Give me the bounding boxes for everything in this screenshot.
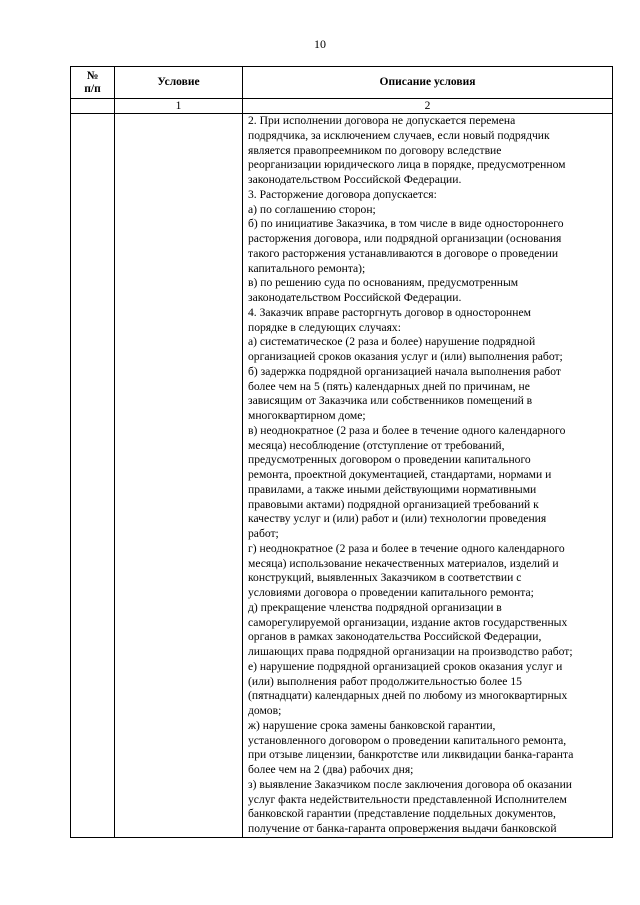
description-line: 3. Расторжение договора допускается: [248,187,437,201]
description-line: более чем на 5 (пять) календарных дней по причинам, не [248,379,530,393]
description-line: ремонта, проектной документацией, стандартами, нормами и [248,468,552,481]
description-line: многоквартирном доме; [248,409,366,422]
description-line: лишающих права подрядной организации на производство работ; [248,645,573,658]
column-number-row [71,99,613,114]
description-line: саморегулируемой организации, издание актов государственных [248,615,568,629]
description-line: е) нарушение подрядной организацией сроков оказания услуг и [248,659,563,673]
table-row [71,114,613,838]
description-line: порядке в следующих случаях: [248,320,401,334]
description-line: домов; [248,704,282,717]
header-number [71,67,115,99]
description-line: зависящим от Заказчика или собственников помещений в [248,394,533,408]
description-line: услуг факта недействительности представленной Исполнителем [248,792,567,806]
column-number-2: 2 [243,99,613,114]
description-line: а) по соглашению сторон; [248,202,376,216]
description-line: месяца) использование некачественных материалов, изделий и [248,556,559,570]
description-line: является правопреемником по договору вследствие [248,143,502,157]
description-line: б) по инициативе Заказчика, в том числе в виде одностороннего [248,217,564,231]
description-line: б) задержка подрядной организацией начала выполнения работ [248,364,561,378]
description-line: в) по решению суда по основаниям, предусмотренным [248,276,519,290]
description-text [243,114,612,837]
column-number-empty [71,99,115,114]
header-number-abbr: п/п [84,82,101,95]
description-line: правовыми актами) подрядной организацией требований к [248,497,539,511]
description-line: получение от банка-гаранта опровержения выдачи банковской [248,822,557,835]
column-number-1: 1 [115,99,243,114]
description-line: а) систематическое (2 раза и более) нарушение подрядной [248,335,536,349]
description-line: ж) нарушение срока замены банковской гарантии, [248,718,496,732]
description-line: работ; [248,527,279,540]
description-line: з) выявление Заказчиком после заключения договора об оказании [248,777,573,791]
description-line: такого расторжения устанавливаются в договоре о проведении [248,246,559,260]
page-number: 10 [314,37,326,51]
description-line: (пятнадцати) календарных дней по любому из многоквартирных [248,689,568,703]
description-line: месяца) несоблюдение (отступление от требований, [248,438,505,452]
description-cell [243,114,613,838]
header-number-sign: № [86,69,99,82]
description-line: законодательством Российской Федерации. [248,173,462,186]
description-line: качеству услуг и (или) работ и (или) технологии проведения [248,512,547,526]
description-line: д) прекращение членства подрядной организации в [248,600,502,614]
description-line: законодательством Российской Федерации. [248,291,462,304]
description-line: 2. При исполнении договора не допускается перемена [248,114,516,127]
description-line: расторжения договора, или подрядной организации (основания [248,232,562,245]
condition-cell [115,114,243,838]
description-line: установленного договором о проведении капитального ремонта, [248,733,567,747]
description-line: органов в рамках законодательства Российской Федерации, [248,630,542,644]
description-line: условиями договора о проведении капитального ремонта; [248,586,534,599]
conditions-table [70,66,613,838]
row-number-cell [71,114,115,838]
description-line: (или) выполнения работ продолжительностью более 15 [248,674,522,688]
description-line: г) неоднократное (2 раза и более в течение одного календарного [248,541,565,555]
description-line: реорганизации юридического лица в порядке, предусмотренном [248,158,566,172]
description-line: конструкций, выявленных Заказчиком в соответствии с [248,571,522,585]
header-condition: Условие [115,67,243,99]
description-line: более чем на 2 (два) рабочих дня; [248,763,414,776]
description-line: организацией сроков оказания услуг и (или) выполнения работ; [248,350,563,363]
description-line: 4. Заказчик вправе расторгнуть договор в одностороннем [248,305,531,319]
header-description: Описание условия [243,67,613,99]
description-line: подрядчика, за исключением случаев, если новый подрядчик [248,128,550,142]
description-line: предусмотренных договором о проведении капитального [248,453,531,467]
description-line: банковской гарантии (представление поддельных документов, [248,807,556,821]
header-row [71,67,613,99]
description-line: при отзыве лицензии, банкротстве или ликвидации банка-гаранта [248,748,574,762]
description-line: в) неоднократное (2 раза и более в течение одного календарного [248,423,566,437]
description-line: правилами, а также иными действующими нормативными [248,482,537,496]
description-line: капитального ремонта); [248,261,366,275]
